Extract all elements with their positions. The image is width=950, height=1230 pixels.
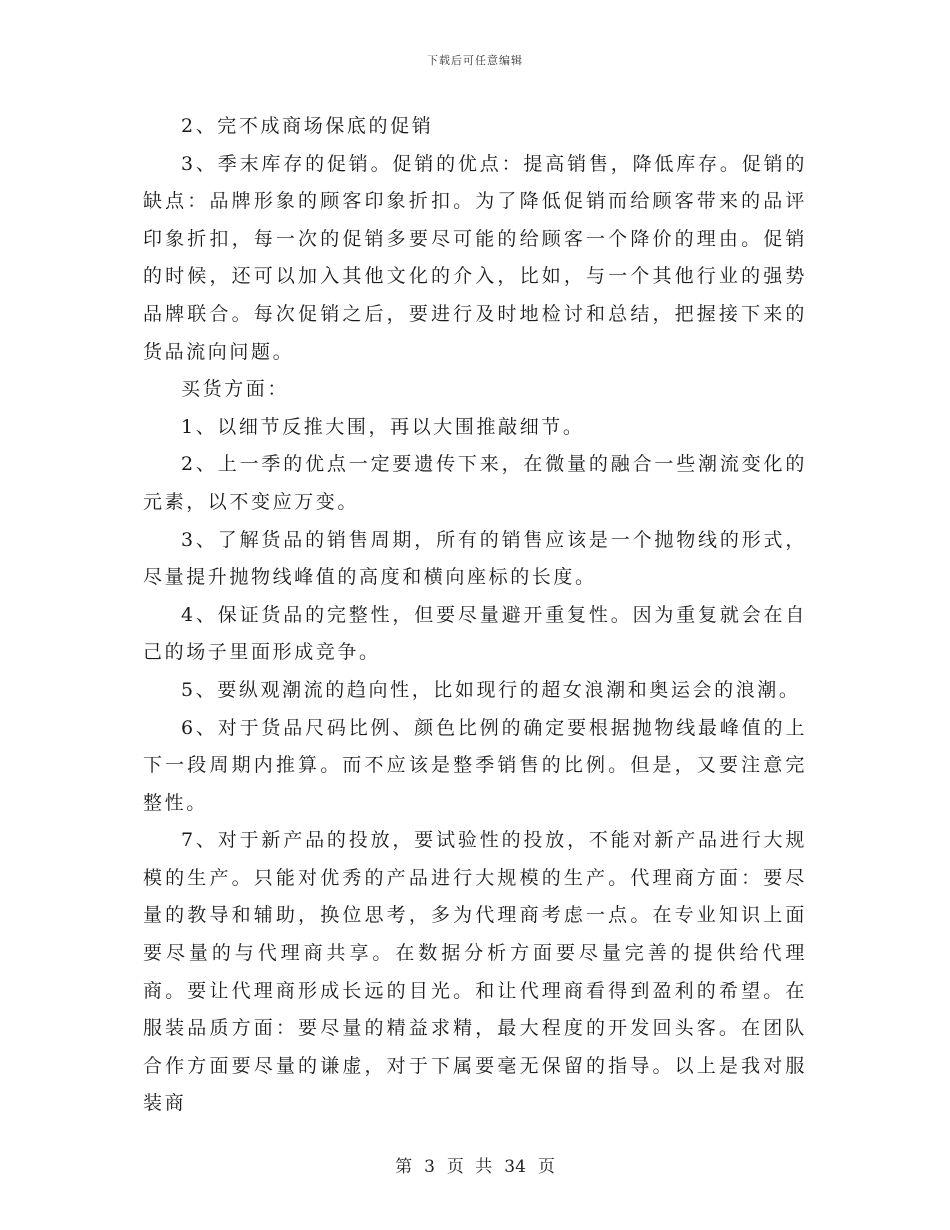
footer-suffix: 页 [537, 1157, 555, 1177]
footer-middle: 页 共 [446, 1157, 493, 1177]
page-total: 34 [504, 1157, 526, 1177]
paragraph-buying-2: 2、上一季的优点一定要遗传下来，在微量的融合一些潮流变化的元素，以不变应万变。 [143, 453, 807, 513]
paragraph-buying-4: 4、保证货品的完整性，但要尽量避开重复性。因为重复就会在自己的场子里面形成竞争。 [143, 603, 807, 664]
page-number: 3 [424, 1157, 435, 1177]
paragraph-buying-7: 7、对于新产品的投放，要试验性的投放，不能对新产品进行大规模的生产。只能对优秀的产品进行大规模的生产。代理商方面：要尽量的教导和辅助，换位思考，多为代理商考虑一点。在专业知识上面要尽量的与代理商共享。在数据分析方面要尽量完善的提供给代理商。要让代理商形成长远的目光。和让代理商看得到盈利的希望。在服装品质方面：要尽量的精益求精，最大程度的开发回头客。在团队合作方面要尽量的谦虚，对于下属要毫无保留的指导。以上是我对服装商 [143, 829, 807, 1115]
paragraph-buying-6: 6、对于货品尺码比例、颜色比例的确定要根据抛物线最峰值的上下一段周期内推算。而不应该是整季销售的比例。但是，又要注意完整性。 [143, 716, 807, 814]
paragraph-promo-2: 2、完不成商场保底的促销 [181, 115, 434, 137]
paragraph-buying-1: 1、以细节反推大围，再以大围推敲细节。 [181, 415, 585, 438]
paragraph-promo-3: 3、季末库存的促销。促销的优点：提高销售，降低库存。促销的缺点：品牌形象的顾客印象折扣。为了降低促销而给顾客带来的品评印象折扣，每一次的促销多要尽可能的给顾客一个降价的理由。促销的时候，还可以加入其他文化的介入，比如，与一个其他行业的强势品牌联合。每次促销之后，要进行及时地检讨和总结，把握接下来的货品流向问题。 [143, 152, 807, 363]
footer-prefix: 第 [395, 1157, 413, 1177]
paragraph-buying-3: 3、了解货品的销售周期，所有的销售应该是一个抛物线的形式，尽量提升抛物线峰值的高度和横向座标的长度。 [143, 528, 807, 589]
page-header: 下载后可任意编辑 [427, 54, 523, 67]
paragraph-buying-heading: 买货方面： [181, 378, 290, 401]
paragraph-buying-5: 5、要纵观潮流的趋向性，比如现行的超女浪潮和奥运会的浪潮。 [181, 678, 801, 701]
body-text [143, 108, 807, 1123]
page-footer [0, 1152, 950, 1177]
